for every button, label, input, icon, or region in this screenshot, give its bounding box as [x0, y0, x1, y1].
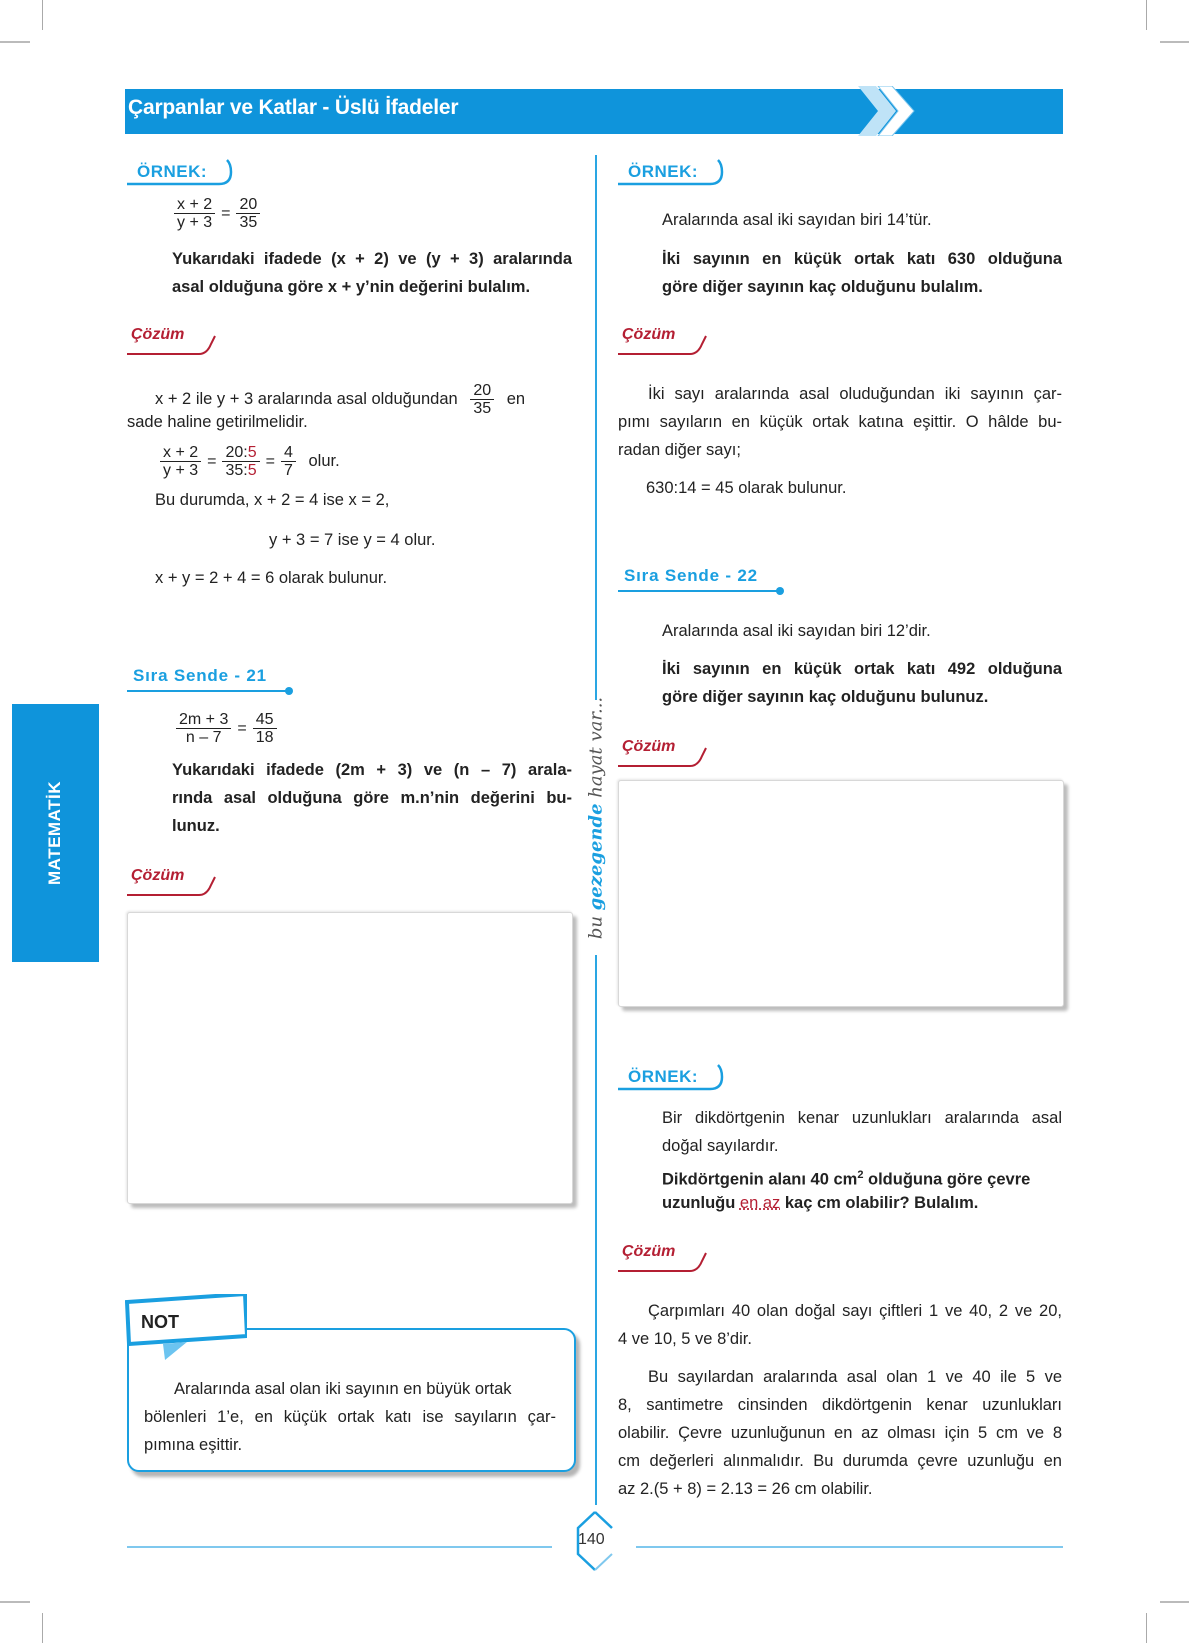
double-chevron-icon: [856, 86, 918, 136]
solution-label: [618, 736, 708, 770]
solution-text: x + 2 ile y + 3 aralarında asal olduğundan: [155, 389, 458, 408]
question-line: İki sayının en küçük ortak katı 492 olduğuna: [662, 660, 1062, 678]
divisor-highlight: 5: [247, 444, 257, 461]
solution-line: 630:14 = 45 olarak bulunur.: [646, 479, 847, 497]
superscript: 2: [857, 1169, 864, 1181]
fraction-denominator: 35: [239, 214, 258, 231]
solution-line: 8, santimetre cinsinden dikdörtgenin kenar uzunlukları: [618, 1396, 1062, 1414]
emphasis-text: en az: [739, 1194, 781, 1212]
question-line: göre diğer sayının kaç olduğunu bulalım.: [662, 278, 983, 296]
answer-box[interactable]: [618, 780, 1064, 1007]
exercise-label-text: Sıra Sende - 22: [624, 566, 758, 585]
example-label: [618, 158, 728, 190]
crop-mark: [1146, 0, 1147, 30]
equals-sign: =: [237, 719, 247, 737]
solution-label: [127, 865, 217, 899]
solution-label: [618, 1241, 708, 1275]
question-line: Yukarıdaki ifadede (x + 2) ve (y + 3) aralarında: [172, 250, 572, 268]
question-text: Dikdörtgenin alanı 40 cm: [662, 1170, 858, 1189]
solution-line: olabilir. Çevre uzunluğunun en az olması için 5 cm ve 8: [618, 1424, 1062, 1442]
watermark-slogan: [586, 697, 607, 939]
example-label: [618, 1063, 728, 1095]
solution-equation: [158, 444, 340, 479]
solution-line: 4 ve 10, 5 ve 8’dir.: [618, 1330, 752, 1348]
fraction-numerator: 4: [281, 444, 296, 462]
crop-mark: [1160, 41, 1189, 43]
solution-label: [127, 324, 217, 358]
exercise-label-text: Sıra Sende - 21: [133, 666, 267, 685]
exercise-label: [618, 564, 788, 596]
solution-label-text: Çözüm: [622, 738, 676, 755]
fraction-denominator: n – 7: [185, 729, 222, 746]
example-label-text: ÖRNEK:: [628, 162, 699, 181]
solution-line: sade haline getirilmelidir.: [127, 413, 308, 431]
question-text: uzunluğu: [662, 1194, 740, 1212]
fraction-denominator: y + 3: [163, 462, 199, 479]
fraction-numerator: 2m + 3: [176, 711, 231, 729]
question-text: olduğuna göre çevre: [863, 1170, 1031, 1189]
example-label: [127, 158, 237, 190]
question-line: asal olduğuna göre x + y’nin değerini bulalım.: [172, 278, 531, 296]
solution-text: olur.: [308, 451, 340, 470]
solution-text: en: [506, 389, 526, 408]
solution-label-text: Çözüm: [622, 326, 676, 343]
crop-mark: [42, 0, 43, 30]
fraction-denominator: 7: [283, 462, 293, 479]
note-line: bölenleri 1’e, en küçük ortak katı ise sayıların çar-: [144, 1408, 556, 1426]
solution-line: x + y = 2 + 4 = 6 olarak bulunur.: [155, 569, 388, 587]
question-line: [662, 1189, 978, 1217]
crop-mark: [1146, 1613, 1147, 1643]
exercise-label: [127, 664, 297, 696]
solution-line: pımı sayıların en küçük ortak katına eşittir. O hâlde bu-: [618, 413, 1062, 431]
note-label: NOT: [141, 1312, 179, 1332]
answer-box[interactable]: [127, 912, 573, 1204]
solution-line: İki sayı aralarında asal oluduğundan iki sayının çar-: [648, 385, 1062, 403]
page-number: 140: [578, 1531, 605, 1548]
solution-line: radan diğer sayı;: [618, 441, 741, 459]
note-line: pımına eşittir.: [144, 1436, 243, 1454]
solution-label-text: Çözüm: [131, 867, 185, 884]
example-fraction: [172, 196, 262, 231]
question-line: göre diğer sayının kaç olduğunu bulunuz.: [662, 688, 989, 706]
watermark-part: bu: [585, 910, 607, 940]
column-divider: [595, 955, 597, 1505]
solution-line: cm değerleri alınmalıdır. Bu durumda çevre uzunluğu en: [618, 1452, 1062, 1470]
equals-sign: =: [207, 452, 217, 470]
fraction-numerator: 20: [470, 382, 494, 400]
fraction-numerator: 20:: [225, 444, 248, 461]
divisor-highlight: 5: [247, 462, 257, 479]
equals-sign: =: [265, 452, 275, 470]
column-divider: [595, 155, 597, 700]
fraction-denominator: 35:: [225, 462, 248, 479]
watermark-highlight: gezegende: [585, 803, 607, 911]
footer-line: [636, 1546, 1063, 1548]
example-label-text: ÖRNEK:: [628, 1067, 699, 1086]
exercise-line: Aralarında asal iki sayıdan biri 12’dir.: [662, 622, 931, 640]
solution-line: az 2.(5 + 8) = 2.13 = 26 cm olabilir.: [618, 1480, 873, 1498]
solution-line: Bu sayılardan aralarında asal olan 1 ve 40 ile 5 ve: [648, 1368, 1062, 1386]
question-line: rında asal olduğuna göre m.n’nin değerini bu-: [172, 789, 572, 807]
watermark-part: hayat var...: [585, 696, 607, 804]
fraction-numerator: 45: [253, 711, 277, 729]
note-line: Aralarında asal olan iki sayının en büyük ortak: [174, 1380, 512, 1398]
subject-label: MATEMATİK: [45, 781, 64, 885]
fraction-denominator: 18: [255, 729, 274, 746]
example-label-text: ÖRNEK:: [137, 162, 208, 181]
chapter-title: Çarpanlar ve Katlar - Üslü İfadeler: [128, 96, 459, 119]
fraction-numerator: 20: [236, 196, 260, 214]
solution-label: [618, 324, 708, 358]
solution-line: y + 3 = 7 ise y = 4 olur.: [269, 531, 436, 549]
fraction-numerator: x + 2: [160, 444, 201, 462]
question-line: İki sayının en küçük ortak katı 630 olduğuna: [662, 250, 1062, 268]
crop-mark: [0, 41, 30, 43]
solution-line: Çarpımları 40 olan doğal sayı çiftleri 1 ve 40, 2 ve 20,: [648, 1302, 1062, 1320]
solution-label-text: Çözüm: [622, 1243, 676, 1260]
example-line: Aralarında asal iki sayıdan biri 14’tür.: [662, 211, 932, 229]
question-line: Yukarıdaki ifadede (2m + 3) ve (n – 7) arala-: [172, 761, 572, 779]
question-text: kaç cm olabilir? Bulalım.: [780, 1194, 979, 1212]
crop-mark: [1160, 1601, 1189, 1603]
exercise-fraction: [174, 711, 279, 746]
question-line: lunuz.: [172, 817, 220, 835]
equals-sign: =: [221, 204, 231, 222]
fraction-denominator: y + 3: [177, 214, 213, 231]
solution-line: Bu durumda, x + 2 = 4 ise x = 2,: [155, 491, 390, 509]
example-line: Bir dikdörtgenin kenar uzunlukları aralarında asal: [662, 1109, 1062, 1127]
example-line: doğal sayılardır.: [662, 1137, 779, 1155]
fraction-numerator: x + 2: [174, 196, 215, 214]
solution-label-text: Çözüm: [131, 326, 185, 343]
crop-mark: [42, 1613, 43, 1643]
footer-line: [127, 1546, 552, 1548]
crop-mark: [0, 1601, 30, 1603]
fraction-denominator: 35: [473, 400, 492, 417]
